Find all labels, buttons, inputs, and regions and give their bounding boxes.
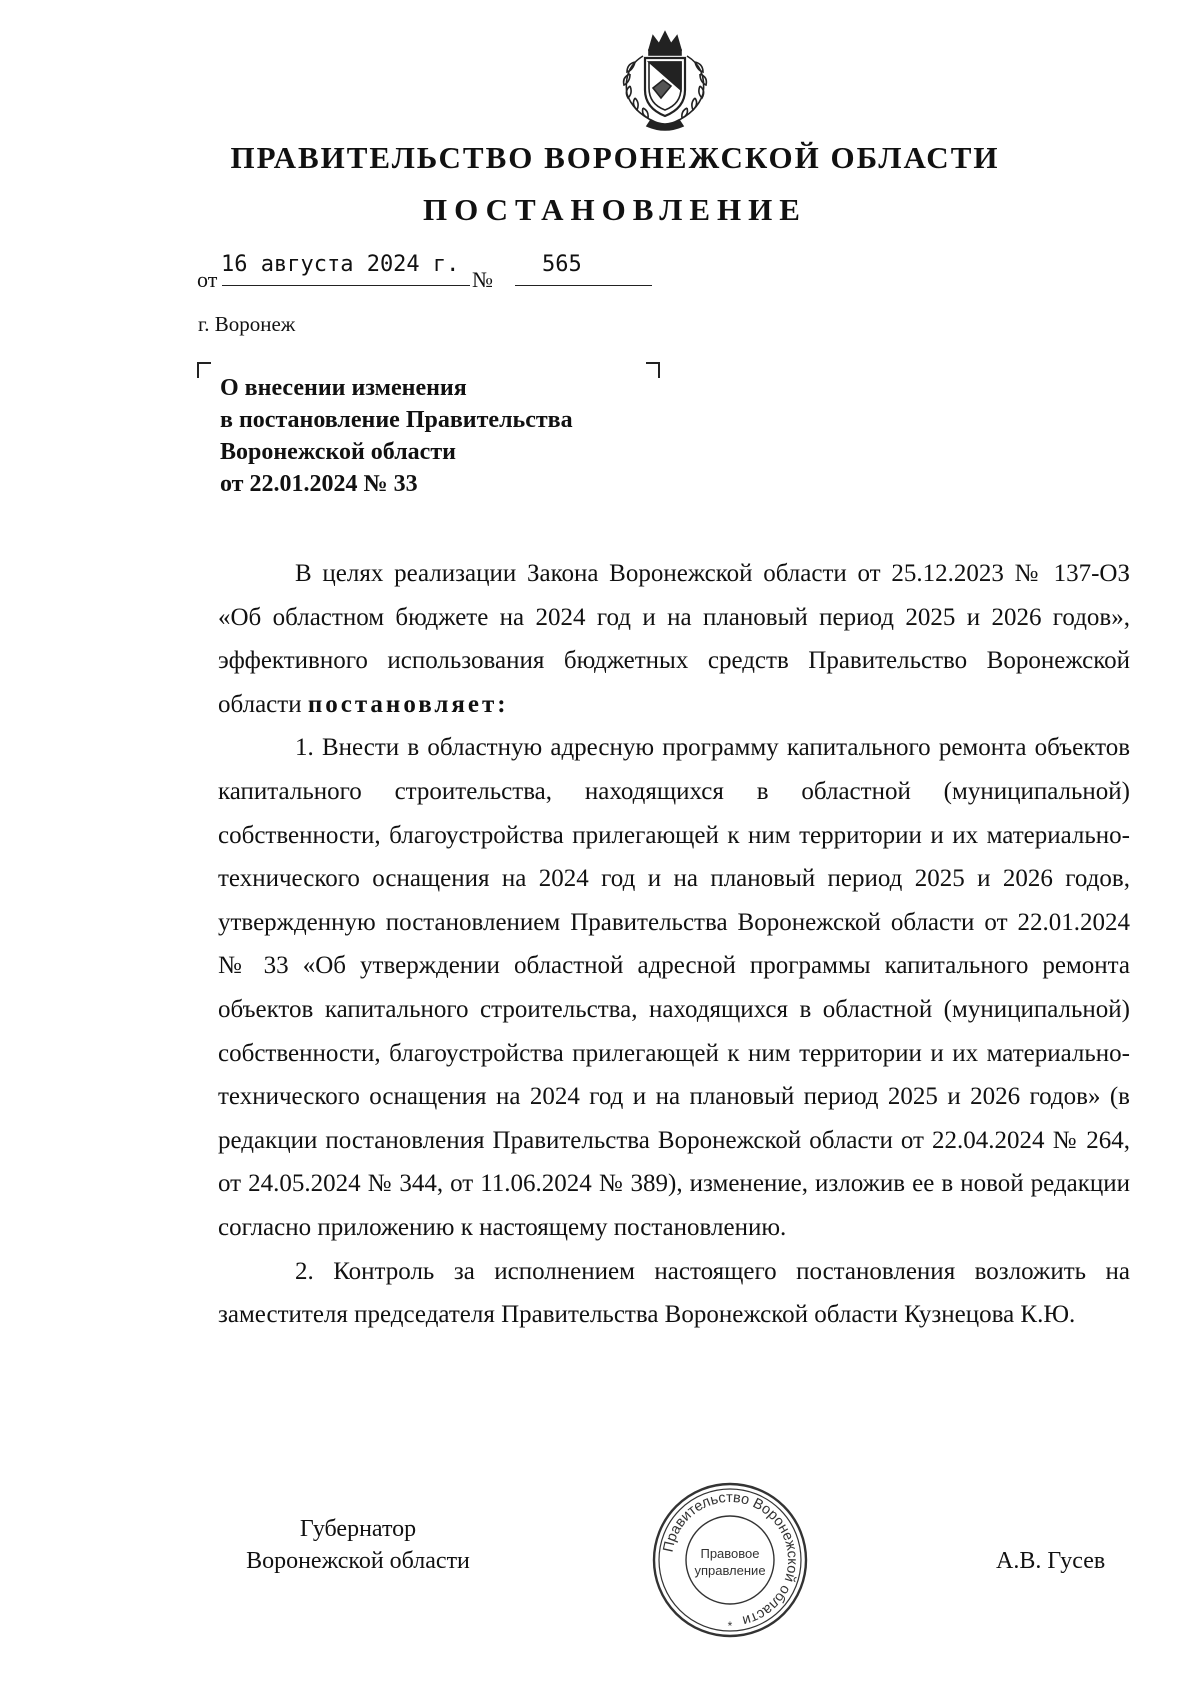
- preamble-paragraph: [218, 552, 1130, 726]
- document-subject: [220, 372, 650, 500]
- resolves-keyword: постановляет:: [307, 690, 509, 718]
- document-type: ПОСТАНОВЛЕНИЕ: [423, 192, 807, 227]
- signer-region: Воронежской области: [246, 1548, 470, 1574]
- subject-line: Воронежской области: [220, 439, 456, 465]
- date-number-line: [197, 252, 657, 292]
- preamble-text: В целях реализации Закона Воронежской области от 25.12.2023 № 137-ОЗ «Об областном бюджете на 2024 год и на плановый период 2025 и 2026 годов», эффективного использования бюджетных средств Правительство Воронежской области: [218, 560, 1130, 718]
- legal-department-stamp: [650, 1480, 810, 1640]
- document-number: 565: [542, 252, 582, 277]
- signer-name: А.В. Гусев: [996, 1548, 1106, 1574]
- item-1-paragraph: 1. Внести в областную адресную программу капитального ремонта объектов капитального строительства, находящихся в областной (муниципальной) собственности, благоустройства прилегающей к ним территории и их материально-технического оснащения на 2024 год и на плановый период 2025 и 2026 годов, утвержденную постановлением Правительства Воронежской области от 22.01.2024 № 33 «Об утверждении областной адресной программы капитального ремонта объектов капитального строительства, находящихся в областной (муниципальной) собственности, благоустройства прилегающей к ним территории и их материально-технического оснащения на 2024 год и на плановый период 2025 и 2026 годов» (в редакции постановления Правительства Воронежской области от 22.04.2024 № 264, от 24.05.2024 № 344, от 11.06.2024 № 389), изменение, изложив ее в новой редакции согласно приложению к настоящему постановлению.: [218, 734, 1130, 1241]
- signer-title: Губернатор: [299, 1516, 417, 1542]
- item-2-paragraph: 2. Контроль за исполнением настоящего постановления возложить на заместителя председателя Правительства Воронежской области Кузнецова К.Ю.: [218, 1257, 1130, 1329]
- stamp-center-line: управление: [694, 1563, 766, 1578]
- subject-line: от 22.01.2024 № 33: [220, 471, 418, 497]
- number-label: №: [472, 267, 493, 292]
- stamp-ring-text: Правительство Воронежской области: [660, 1489, 801, 1629]
- stamp-center-line: Правовое: [700, 1546, 760, 1561]
- subject-line: О внесении изменения: [220, 375, 467, 401]
- number-underline: [515, 252, 652, 286]
- stamp-star-icon: *: [727, 1619, 733, 1633]
- coat-of-arms-icon: [605, 28, 725, 133]
- document-body: [218, 552, 1130, 1337]
- signer-position: [218, 1513, 498, 1577]
- subject-left-corner: [197, 362, 211, 378]
- government-name: ПРАВИТЕЛЬСТВО ВОРОНЕЖСКОЙ ОБЛАСТИ: [230, 140, 1000, 175]
- city: г. Воронеж: [198, 312, 296, 336]
- from-label: от: [197, 267, 218, 292]
- subject-line: в постановление Правительства: [220, 407, 573, 433]
- document-date: 16 августа 2024 г.: [221, 252, 460, 277]
